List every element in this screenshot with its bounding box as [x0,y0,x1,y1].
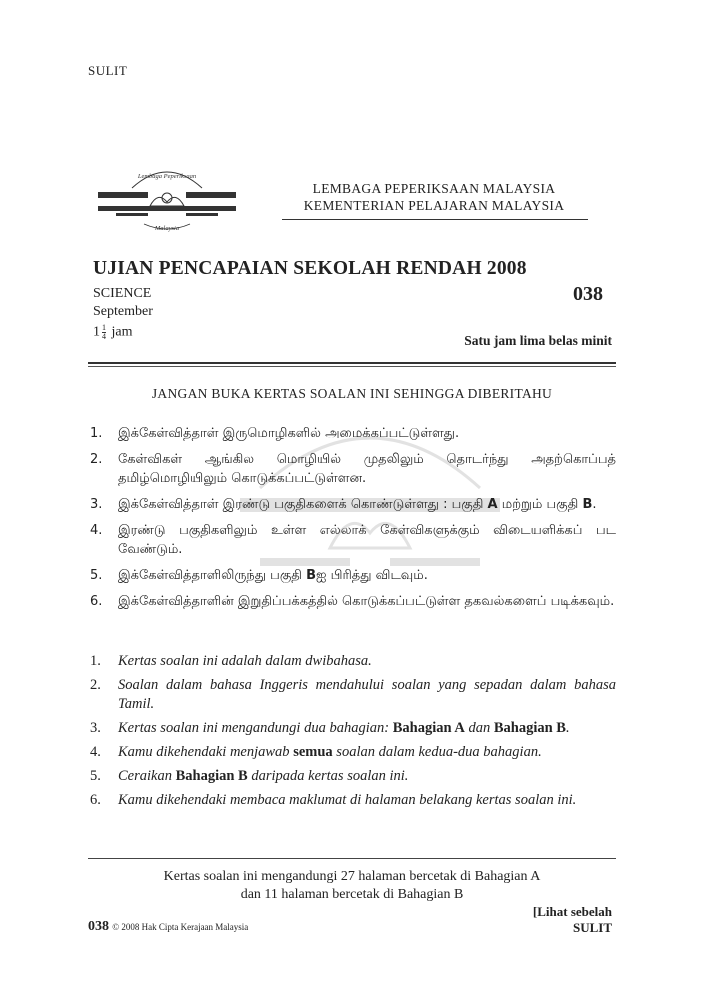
paper-code: 038 [573,283,603,305]
item-text: இரண்டு பகுதிகளிலும் உள்ள எல்லாக் கேள்விகளுக்கும் விடையளிக்கப் பட வேண்டும். [118,523,616,557]
item-text: . [565,720,570,736]
item-text: மற்றும் பகுதி [497,497,583,512]
item-text: dan [464,720,494,736]
list-item [88,592,616,611]
list-item [88,424,616,443]
duration-unit: jam [111,324,133,340]
item-text: ஐ பிரித்து விடவும். [316,568,428,583]
item-text: Kamu dikehendaki membaca maklumat di halaman belakang kertas soalan ini. [118,792,577,808]
list-item [88,676,616,714]
item-text: இக்கேள்வித்தாளிலிருந்து பகுதி [118,568,307,583]
svg-text:Malaysia: Malaysia [154,225,180,232]
agency-divider [282,219,588,220]
item-number: 4. [90,523,103,538]
tamil-instructions [88,424,616,618]
item-number: 5. [90,768,101,784]
duration-fraction [102,324,106,341]
lembaga-peperiksaan-logo [92,158,242,238]
footer-paper-code: 038 [88,919,109,934]
header-divider-thick [88,362,616,364]
list-item [88,521,616,559]
duration-numerator: 1 [102,323,106,332]
item-text: soalan dalam kedua-dua bahagian. [332,744,542,760]
item-text: Soalan dalam bahasa Inggeris mendahului soalan yang sepadan dalam bahasa Tamil. [118,677,616,712]
section-a-label: A [487,497,498,512]
item-text: Kamu dikehendaki menjawab [118,744,294,760]
ministry-name: KEMENTERIAN PELAJARAN MALAYSIA [303,198,565,213]
item-number: 2. [90,677,101,693]
warning-notice: JANGAN BUKA KERTAS SOALAN INI SEHINGGA DIBERITAHU [151,386,553,401]
item-number: 3. [90,720,101,736]
turn-over-note: [Lihat sebelah [532,904,612,919]
agency-block [290,180,578,214]
footer-right [486,904,612,936]
item-text: Kertas soalan ini adalah dalam dwibahasa. [118,653,372,669]
page-count-line2: dan 11 halaman bercetak di Bahagian B [240,887,464,902]
list-item [88,791,616,810]
section-a-label: Bahagian A [392,720,465,736]
list-item [88,743,616,762]
duration-denominator: 4 [102,332,106,341]
exam-duration [93,324,133,341]
footer-divider [88,858,616,859]
item-number: 1. [90,426,103,441]
list-item [88,719,616,738]
item-text: . [592,497,597,512]
exam-month: September [93,304,153,319]
item-number: 6. [90,594,103,609]
list-item [88,495,616,514]
item-text: daripada kertas soalan ini. [247,768,409,784]
duration-words: Satu jam lima belas minit [464,333,612,348]
item-text: கேள்விகள் ஆங்கில மொழியில் முதலிலும் தொடர்ந்து அதற்கொப்பத் தமிழ்மொழியிலும் கொடுக்கப்பட்டுள்ளன. [118,452,616,486]
duration-whole: 1 [93,324,100,340]
section-b-label: B [582,497,593,512]
section-b-label: Bahagian B [493,720,566,736]
item-text: இக்கேள்வித்தாள் இருமொழிகளில் அமைக்கப்பட்டுள்ளது. [118,426,460,441]
header-divider-thin [88,366,616,367]
exam-subject: SCIENCE [93,286,152,301]
item-number: 1. [90,653,101,669]
footer-copyright: © 2008 Hak Cipta Kerajaan Malaysia [112,922,249,932]
item-number: 3. [90,497,103,512]
item-number: 4. [90,744,101,760]
agency-name: LEMBAGA PEPERIKSAAN MALAYSIA [312,181,556,196]
malay-instructions [88,652,616,815]
exam-title: UJIAN PENCAPAIAN SEKOLAH RENDAH 2008 [93,258,527,279]
item-number: 5. [90,568,103,583]
item-text: Kertas soalan ini mengandungi dua bahagian: [118,720,393,736]
footer-left [88,918,248,935]
item-number: 2. [90,452,103,467]
header-sulit: SULIT [88,63,128,78]
section-b-label: Bahagian B [175,768,248,784]
page-count-note [88,868,616,904]
list-item [88,652,616,671]
page-count-line1: Kertas soalan ini mengandungi 27 halaman bercetak di Bahagian A [163,869,541,884]
svg-text:Lembaga Peperiksaan: Lembaga Peperiksaan [137,173,197,180]
list-item [88,566,616,585]
list-item [88,767,616,786]
item-text: இக்கேள்வித்தாளின் இறுதிப்பக்கத்தில் கொடுக்கப்பட்டுள்ள தகவல்களைப் படிக்கவும். [118,594,615,609]
list-item [88,450,616,488]
emphasis-all: semua [293,744,333,760]
footer-sulit: SULIT [572,920,612,935]
section-b-label: B [306,568,317,583]
item-number: 6. [90,792,101,808]
item-text: இக்கேள்வித்தாள் இரண்டு பகுதிகளைக் கொண்டுள்ளது : பகுதி [118,497,488,512]
item-text: Ceraikan [118,768,176,784]
